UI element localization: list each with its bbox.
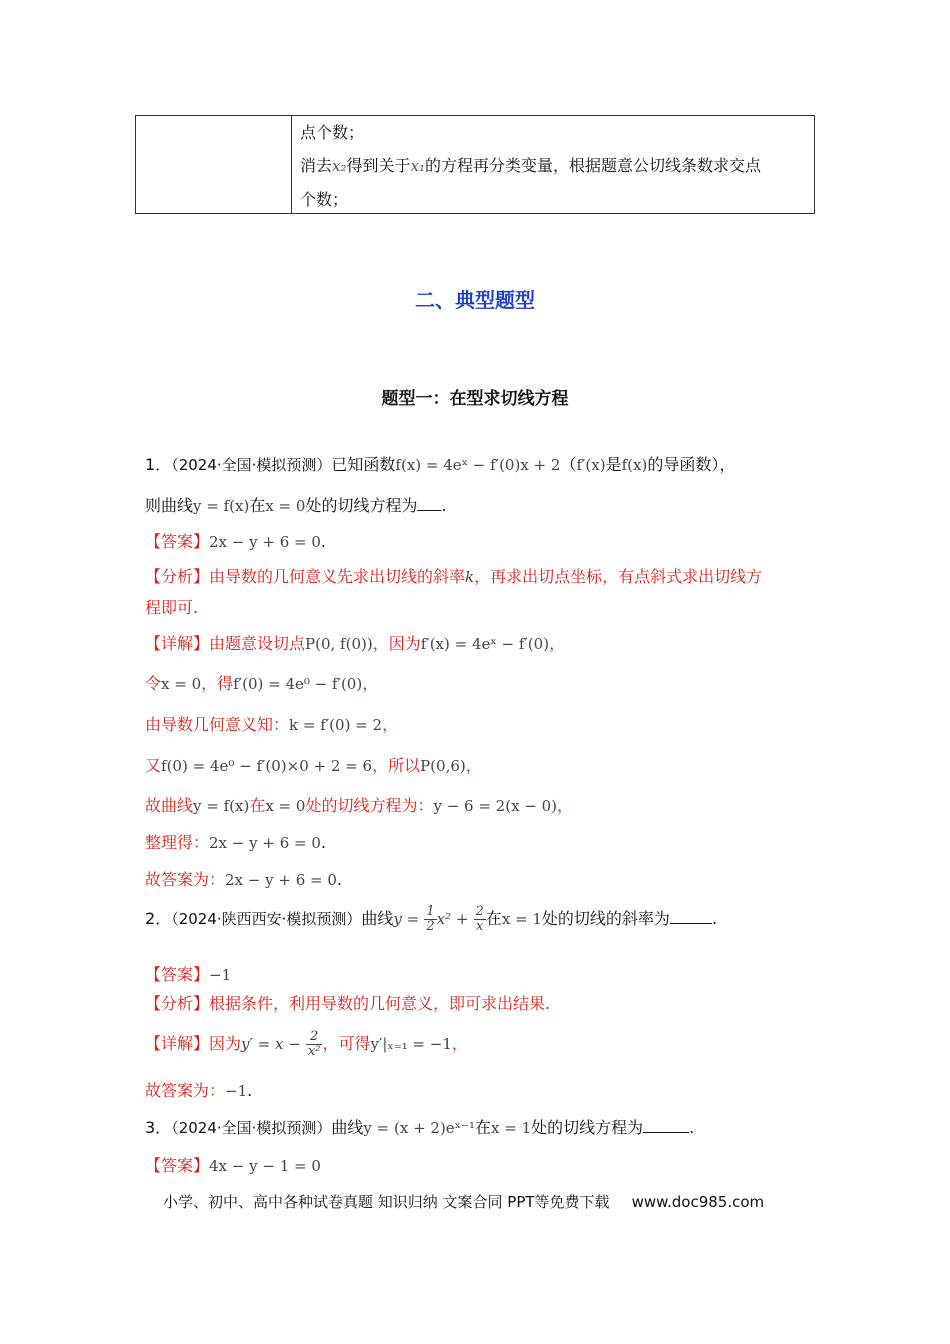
math: k = f′(0) = 2: [289, 716, 383, 734]
denominator: x: [475, 919, 484, 934]
text: 得到关于: [346, 156, 411, 175]
text: 根据条件，利用导数的几何意义，即可求出结果.: [209, 994, 551, 1013]
q3-stem: [145, 1115, 694, 1138]
text: 消去: [300, 156, 333, 175]
q2-detail-1: [145, 1030, 468, 1059]
math: f′(0) = 4e⁰ − f′(0): [233, 675, 363, 693]
math: x₂: [332, 157, 347, 175]
q3-answer: [145, 1153, 321, 1176]
math: x = 0: [265, 797, 306, 815]
fraction: [424, 905, 436, 934]
text: 在: [249, 496, 266, 515]
text: 又: [145, 756, 162, 775]
text: 因为: [209, 1034, 242, 1053]
q1-detail-5: [145, 793, 573, 816]
math: x = 0: [161, 675, 202, 693]
q-source: （2024·全国·模拟预测）: [171, 1119, 332, 1137]
table-row-2: [300, 149, 806, 183]
text: ，再求出切点坐标，有点斜式求出切线方: [474, 567, 763, 586]
math: P(0, f(0)): [305, 635, 373, 653]
text: 在: [485, 909, 502, 928]
text: ，得: [201, 674, 234, 693]
text: （: [560, 455, 577, 474]
math: y = (x + 2)eˣ⁻¹: [363, 1119, 475, 1137]
footer-link[interactable]: www.doc985.com: [631, 1193, 765, 1211]
q2-analysis: [145, 991, 550, 1014]
text: 由题意设切点: [209, 634, 306, 653]
q-source: （2024·全国·模拟预测）: [171, 456, 332, 474]
table-divider: [291, 116, 292, 213]
q1-answer: [145, 529, 326, 552]
footer-text: 小学、初中、高中各种试卷真题 知识归纳 文案合同 PPT等免费下载: [163, 1193, 610, 1211]
text: 处的切线方程为: [305, 496, 418, 515]
answer-label: 【答案】: [145, 532, 210, 551]
text: 则曲线: [145, 496, 194, 515]
text: 令: [145, 674, 162, 693]
text: 曲线: [331, 1118, 364, 1137]
method-table: [135, 115, 815, 214]
math: k: [465, 568, 475, 586]
table-row-3: 个数；: [300, 190, 349, 209]
q1-detail-2: [145, 671, 378, 694]
numerator: 2: [306, 1030, 323, 1045]
math: 4x − y − 1 = 0: [209, 1157, 321, 1175]
text: 由导数几何意义知：: [145, 715, 290, 734]
denominator: 2: [426, 919, 435, 934]
text: .: [336, 870, 342, 889]
math: x = 1: [491, 1119, 532, 1137]
q-number: 2．: [145, 909, 172, 928]
numerator: 1: [426, 904, 435, 919]
q1-detail-7: [145, 867, 342, 890]
text: .: [247, 1081, 253, 1100]
math: f′(x): [576, 456, 606, 474]
math: f(0) = 4e⁰ − f′(0)×0 + 2 = 6: [161, 757, 373, 775]
numerator: 2: [475, 904, 484, 919]
text: .: [689, 1118, 695, 1137]
detail-label: 【详解】: [145, 634, 210, 653]
text: 的方程再分类变量，根据题意公切线条数求交点: [425, 156, 762, 175]
math: P(0,6): [420, 757, 466, 775]
math: y′ = x −: [241, 1035, 301, 1053]
text: .: [441, 496, 447, 515]
q1-detail-1: [145, 631, 565, 654]
table-cell: [300, 116, 806, 216]
math: x₁: [410, 157, 425, 175]
text: ，: [465, 756, 482, 775]
math: y =: [393, 910, 420, 928]
math: x = 1: [501, 910, 542, 928]
math: f(x) = 4eˣ − f′(0)x + 2: [395, 456, 561, 474]
math: x = 0: [265, 497, 306, 515]
math: −1: [225, 1082, 248, 1100]
math: −1: [209, 966, 232, 984]
q1-detail-3: [145, 712, 398, 735]
text: 在: [474, 1118, 491, 1137]
text: .: [320, 833, 326, 852]
text: 曲线: [361, 909, 394, 928]
text: .: [320, 532, 326, 551]
q1-detail-6: [145, 830, 326, 853]
math: y = f(x): [193, 497, 250, 515]
math: y′|ₓ₌₁ = −1: [370, 1035, 452, 1053]
fraction: [474, 905, 486, 934]
text: 的导函数），: [647, 455, 736, 474]
q-source: （2024·陕西西安·模拟预测）: [171, 910, 362, 928]
text: ，: [549, 634, 566, 653]
text: 是: [605, 455, 622, 474]
q1-stem-2: [145, 493, 447, 516]
text: ，: [557, 796, 574, 815]
math: 2x − y + 6 = 0: [209, 533, 321, 551]
page-footer: [163, 1191, 764, 1212]
text: 已知函数: [331, 455, 396, 474]
text: ，: [451, 1034, 468, 1053]
fraction: [306, 1030, 323, 1059]
math: x² +: [436, 910, 469, 928]
analysis-label: 【分析】: [145, 994, 210, 1013]
text: 由导数的几何意义先求出切线的斜率: [209, 567, 466, 586]
math: f′(x) = 4eˣ − f′(0): [420, 635, 550, 653]
text: ，: [362, 674, 379, 693]
math: f(x): [621, 456, 648, 474]
text: 处的切线方程为: [531, 1118, 644, 1137]
q1-analysis-2: 程即可.: [145, 598, 199, 617]
text: ，可得: [322, 1034, 371, 1053]
q2-detail-2: [145, 1078, 252, 1101]
answer-blank: [417, 496, 441, 511]
denominator: x²: [307, 1044, 321, 1059]
detail-label: 【详解】: [145, 1034, 210, 1053]
answer-label: 【答案】: [145, 1156, 210, 1175]
math: y − 6 = 2(x − 0): [433, 797, 558, 815]
table-row-1: 点个数；: [300, 123, 365, 142]
q1-analysis: [145, 564, 762, 587]
text: 处的切线方程为：: [305, 796, 434, 815]
math: 2x − y + 6 = 0: [225, 871, 337, 889]
q2-stem: [145, 905, 717, 934]
math: 2x − y + 6 = 0: [209, 834, 321, 852]
text: ，: [382, 715, 399, 734]
q1-stem: [145, 452, 735, 475]
text: ，因为: [372, 634, 421, 653]
section-title: 二、典型题型: [415, 288, 535, 312]
text: .: [711, 909, 718, 928]
q-number: 3．: [145, 1118, 172, 1137]
subsection-title: 题型一：在型求切线方程: [381, 389, 569, 409]
text: 处的切线的斜率为: [541, 909, 670, 928]
answer-blank: [643, 1118, 689, 1133]
analysis-label: 【分析】: [145, 567, 210, 586]
q2-answer: [145, 962, 231, 985]
q1-detail-4: [145, 753, 482, 776]
text: 故答案为：: [145, 870, 226, 889]
math: y = f(x): [193, 797, 250, 815]
q-number: 1．: [145, 455, 172, 474]
text: 故答案为：: [145, 1081, 226, 1100]
answer-blank: [670, 909, 712, 924]
text: 故曲线: [145, 796, 194, 815]
answer-label: 【答案】: [145, 965, 210, 984]
text: 在: [249, 796, 266, 815]
text: 整理得：: [145, 833, 210, 852]
text: ，所以: [372, 756, 421, 775]
